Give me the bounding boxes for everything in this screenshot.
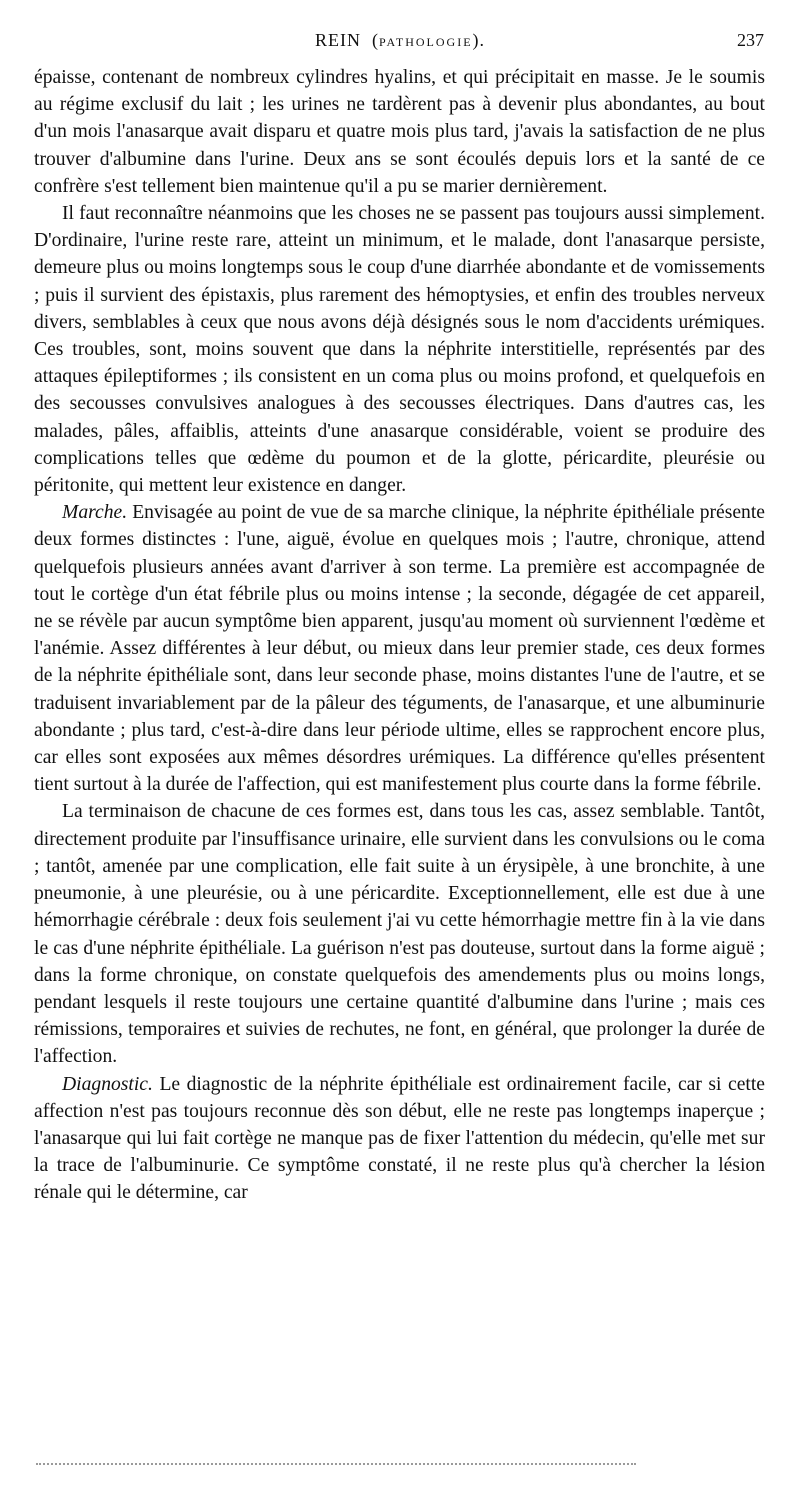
paragraph-1 <box>34 64 765 200</box>
running-head-title: REIN <box>314 30 361 50</box>
body-text <box>34 64 765 1207</box>
paragraph-text: Le diagnostic de la néphrite épithéliale est ordinairement facile, car si cette affection n'est pas toujours reconnue dès son début, elle ne reste pas longtemps inaperçue ; l'anasarque qui lui fait cortège ne manque pas de fixer l'attention du médecin, qu'elle met sur la trace de l'albuminurie. Ce symptôme constaté, il ne reste plus qu'à chercher la lésion rénale qui le détermine, car <box>34 1073 766 1204</box>
paragraph-text: Il faut reconnaître néanmoins que les choses ne se passent pas toujours aussi simplement. D'ordinaire, l'urine reste rare, atteint un minimum, et le malade, dont l'anasarque persiste, demeure plus ou moins longtemps sous le coup d'une diarrhée abondante et de vomissements ; puis il survient des épistaxis, plus rarement des hémoptysies, et enfin des troubles nerveux divers, semblables à ceux que nous avons déjà désignés sous le nom d'accidents urémiques. Ces troubles, sont, moins souvent que dans la néphrite interstitielle, représentés par des attaques épileptiformes ; ils consistent en un coma plus ou moins profond, et quelquefois en des secousses convulsives analogues à des secousses électriques. Dans d'autres cas, les malades, pâles, affaiblis, atteints d'une anasarque considérable, voient se produire des complications telles que œdème du poumon et de la glotte, péricardite, pleurésie ou péritonite, qui mettent leur existence en danger. <box>34 203 765 497</box>
running-head-subtitle: PATHOLOGIE <box>378 35 473 49</box>
page-number: 237 <box>737 30 764 50</box>
footer-dotted-rule <box>36 1463 636 1465</box>
paragraph-diagnostic <box>34 1071 765 1207</box>
running-head-paren-close: ). <box>472 30 486 50</box>
paragraph-terminaison <box>34 798 765 1070</box>
paragraph-text: Envisagée au point de vue de sa marche clinique, la néphrite épithéliale présente deux formes distinctes : l'une, aiguë, évolue en quelques mois ; l'autre, chronique, attend quelquefois plusieurs années avant d'arriver à son terme. La première est accompagnée de tout le cortège d'un état fébrile plus ou moins intense ; la seconde, dégagée de cet appareil, ne se révèle par aucun symptôme bien apparent, jusqu'au moment où surviennent l'œdème et l'anémie. Assez différentes à leur début, ou mieux dans leur premier stade, ces deux formes de la néphrite épithéliale sont, dans leur seconde phase, moins distantes l'une de l'autre, et se traduisent invariablement par de la pâleur des téguments, de l'anasarque, et une albuminurie abondante ; plus tard, c'est-à-dire dans leur période ultime, elles se rapprochent encore plus, car elles sont exposées aux mêmes désordres urémiques. La différence qu'elles présentent tient surtout à la durée de l'affection, qui est manifestement plus courte dans la forme fébrile. <box>34 502 765 796</box>
paragraph-text: épaisse, contenant de nombreux cylindres hyalins, et qui précipitait en masse. Je le soumis au régime exclusif du lait ; les urines ne tardèrent pas à devenir plus abondantes, au bout d'un mois l'anasarque avait disparu et quatre mois plus tard, j'avais la satisfaction de ne plus trouver d'albumine dans l'urine. Deux ans se sont écoulés depuis lors et la santé de ce confrère s'est tellement bien maintenue qu'il a pu se marier dernièrement. <box>34 67 765 197</box>
section-heading-diagnostic: Diagnostic. <box>62 1073 153 1095</box>
running-head-paren-open: ( <box>366 30 379 50</box>
running-head <box>36 30 764 51</box>
paragraph-2 <box>34 200 765 499</box>
section-heading-marche: Marche. <box>62 502 128 524</box>
running-header <box>36 30 764 56</box>
paragraph-text: La terminaison de chacune de ces formes est, dans tous les cas, assez semblable. Tantôt, directement produite par l'insuffisance urinaire, elle survient dans les convulsions ou le coma ; tantôt, amenée par une complication, elle fait suite à un érysipèle, à une bronchite, à une pneumonie, à une pleurésie, ou à une péricardite. Exceptionnellement, elle est due à une hémorrhagie cérébrale : deux fois seulement j'ai vu cette hémorrhagie mettre fin à la vie dans le cas d'une néphrite épithéliale. La guérison n'est pas douteuse, surtout dans la forme aiguë ; dans la forme chronique, on constate quelquefois des amendements plus ou moins longs, pendant lesquels il reste toujours une certaine quantité d'albumine dans l'urine ; mais ces rémissions, temporaires et suivies de rechutes, ne font, en général, que prolonger la durée de l'affection. <box>34 801 765 1068</box>
paragraph-marche <box>34 499 765 798</box>
